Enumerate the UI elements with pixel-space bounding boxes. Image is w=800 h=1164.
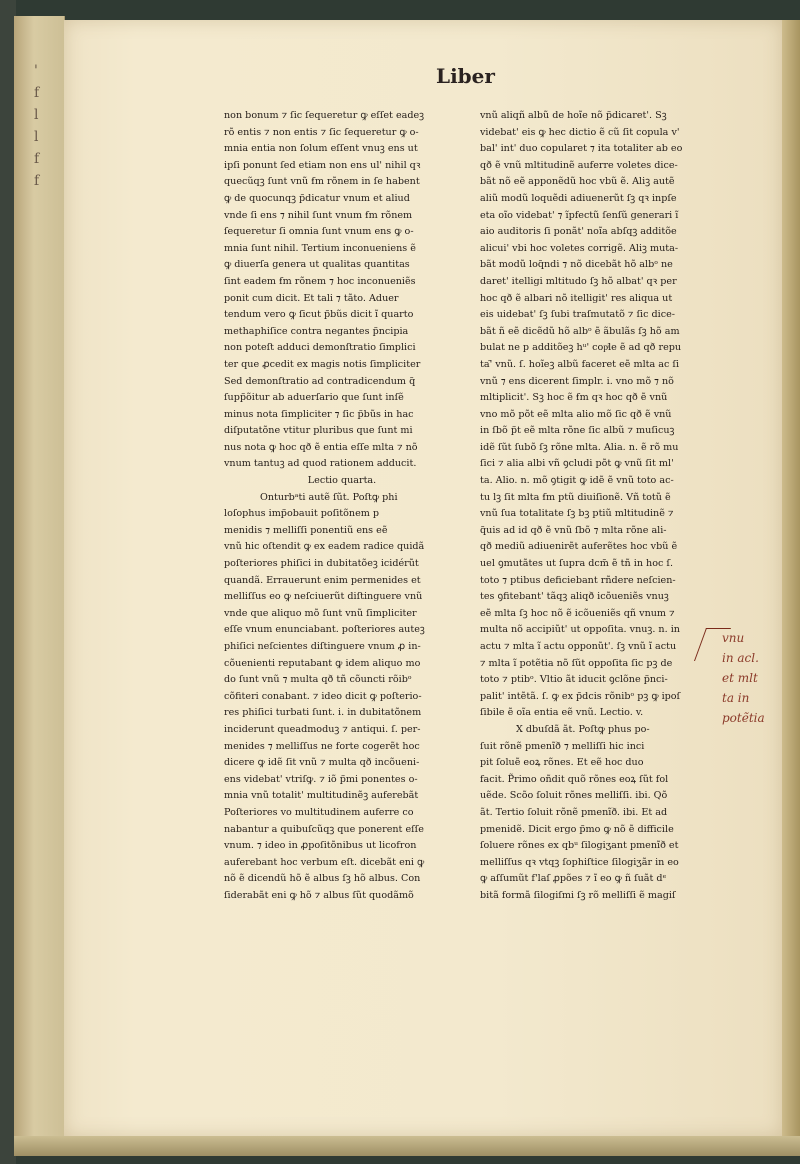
- left-margin-mark: ': [34, 63, 39, 79]
- right-column-line: melliſſus qꝛ vtqꝫ ſophiſtice ſilogiʒãr in eo: [480, 856, 679, 868]
- left-margin-mark: l: [34, 107, 40, 123]
- right-column-line: pit ſoluẽ eoꝝ rõnes. Et eẽ hoc duo: [480, 757, 644, 769]
- right-column-line: eis uidebat' ſꝫ ſubi traſmutatõ ⁊ ſic dice-: [480, 309, 676, 321]
- right-column-line: bãt ñ eẽ dicẽdũ hõ albᵒ ẽ ãbulãs ſꝫ hõ am: [480, 325, 680, 337]
- right-column-line: X dbuſdã ãt. Poſtꝙ phus po-: [516, 723, 650, 735]
- handwritten-margin-note: [722, 628, 782, 728]
- left-column-line: eſſe vnum enunciabant. poſteriores auteꝫ: [224, 624, 425, 636]
- left-column-line: melliſſus eo ꝙ neſciuerũt diſtinguere vnũ: [224, 591, 423, 603]
- right-column-line: multa nõ accipiũt' ut oppoſita. vnuꝫ. n. in: [480, 624, 680, 636]
- left-column-line: non bonum ⁊ ſic ſequeretur ꝙ eſſet eadeꝫ: [224, 110, 425, 121]
- left-column-line: poſteriores phiſici in dubitatõeꝫ icidérũt: [224, 558, 419, 570]
- left-column-line: rõ entis ⁊ non entis ⁊ ſic ſequeretur ꝙ o-: [224, 126, 419, 138]
- left-column-line: vnde que aliquo mõ ſunt vnũ ſimpliciter: [224, 607, 417, 619]
- right-column-line: bal' int' duo copularet ⁊ ita totaliter ab eo: [480, 143, 683, 155]
- left-column-line: ponit cum dicit. Et tali ⁊ tãto. Aduer: [224, 292, 399, 304]
- left-column-line: vnde ſi ens ⁊ nihil ſunt vnum ẜm rõnem: [224, 209, 413, 221]
- right-column-line: mltiplicit'. Sꝫ hoc ẽ ẜm qꝛ hoc qð ẽ vnũ: [480, 392, 668, 404]
- right-column-line: qð mediũ adiuenirẽt auferẽtes hoc vbũ ẽ: [480, 541, 678, 553]
- page-bottom-edge: [14, 1136, 800, 1156]
- left-column-line: mnia vnũ totalit' multitudinẽꝫ auferebãt: [224, 790, 419, 802]
- left-margin-mark: f: [34, 173, 41, 189]
- margin-note-line: ta in: [722, 691, 750, 705]
- left-column-line: nabantur a quibuſcũqꝫ que ponerent eſſe: [224, 823, 424, 835]
- right-column-line: bãt modũ loq̃ndi ⁊ nõ dicebãt hõ albᵒ ne: [480, 259, 673, 271]
- left-column-line: do ſunt vnũ ⁊ multa qð tñ cõuncti rõibᵒ: [224, 674, 412, 686]
- left-column-line: cõfiteri conabant. ⁊ ideo dicit ꝙ poſterio-: [224, 690, 422, 702]
- right-column-line: vnũ ſua totalitate ſꝫ bꝫ ptiũ mltitudinẽ ⁊: [480, 508, 674, 520]
- right-column-line: q̃uis ad id qð ẽ vnũ ſbõ ⁊ mlta rõne ali-: [480, 524, 667, 536]
- right-column-line: eẽ mlta ſꝫ hoc nõ ẽ icõueniẽs qñ vnum ⁊: [480, 607, 675, 619]
- right-column-line: eta oĩo videbat' ⁊ ĩpfectũ ſenſũ generari ĩ: [480, 209, 679, 221]
- right-column-line: actu ⁊ mlta ĩ actu opponũt'. ſꝫ vnũ ĩ actu: [480, 641, 677, 652]
- right-column-line: facit. P̃rimo oñdit quõ rõnes eoꝝ ſũt fol: [480, 773, 669, 785]
- page-fore-edge: [782, 20, 800, 1136]
- left-column-line: ꝙ de quocunqꝫ p̃dicatur vnum et aliud: [224, 192, 410, 204]
- left-column-line: ſiderabãt eni ꝙ hõ ⁊ albus ſũt quodãmõ: [224, 889, 414, 901]
- right-column-line: aio auditoris ſi ponãt' noĩa abſqꝫ additõe: [480, 226, 677, 238]
- right-column-line: ⁊ mlta ĩ potẽtia nõ ſũt oppoſita ſic pꝫ de: [480, 657, 673, 669]
- left-margin-mark: f: [34, 85, 41, 101]
- left-column-line: nus nota ꝙ hoc qð ẽ entia eſſe mlta ⁊ nõ: [224, 441, 418, 453]
- left-column-line: non poteſt adduci demonſtratio ſimplici: [224, 342, 416, 354]
- left-column-line: ꝙ diuerſa genera ut qualitas quantitas: [224, 259, 410, 271]
- right-column-line: alicui' vbi hoc voletes corrigẽ. Aliꝫ muta-: [480, 242, 679, 254]
- right-column-line: bitã formã ſilogiſmi ſꝫ rõ melliſſi ẽ magiſ: [480, 889, 676, 901]
- right-column-line: daret' itelligi mltitudo ſꝫ hõ albat' qꝛ per: [480, 275, 677, 287]
- left-column-line: ſupp̃õitur ab aduerſario que ſunt inſẽ: [224, 392, 404, 404]
- margin-note-line: in acl.: [722, 651, 759, 665]
- right-column-line: ſoluere rõnes ex qbᵘ ſilogiʒant pmenĩð et: [480, 840, 679, 852]
- right-column-line: bulat ne p additõeꝫ hᵘ' copͥle ẽ ad qð repu: [480, 342, 682, 354]
- right-column-line: qð ẽ vnũ mltitudinẽ auferre voletes dice-: [480, 159, 678, 171]
- left-column-line: auferebant hoc verbum eſt. dicebãt eni ꝙ: [224, 856, 425, 868]
- right-column-line: bãt nõ eẽ apponẽdũ hoc vbũ ẽ. Aliꝫ autẽ: [480, 176, 675, 188]
- left-margin-mark: f: [34, 151, 41, 167]
- left-column-line: mnia ſunt nihil. Tertium inconueniens ẽ: [224, 242, 416, 254]
- left-column-line: methaphiſice contra negantes p̃ncipia: [224, 325, 409, 337]
- right-column-line: toto ⁊ ptibᵒ. Vltio ãt iducit ꝯclõne p̃nci-: [480, 674, 668, 686]
- right-column-line: ta. Alio. n. mõ ꝯtigit ꝙ idẽ ẽ vnũ toto ac-: [480, 475, 674, 487]
- left-margin-mark: l: [34, 129, 40, 145]
- left-column-line: nõ ẽ dicendũ hõ ẽ albus ſꝫ hõ albus. Con: [224, 873, 421, 885]
- right-column-line: ſici ⁊ alia albi vñ ꝯcludi põt ꝙ vnũ ſit ml': [480, 458, 674, 470]
- right-column-line: uẽde. Scõo ſoluit rõnes melliſſi. ibi. Qõ: [480, 790, 668, 802]
- margin-note-line: vnu: [722, 631, 745, 645]
- left-column-line: ter que ꝓcedit ex magis notis ſimpliciter: [224, 358, 421, 370]
- left-column-line: ens videbat' vtriſꝙ. ⁊ iõ p̃mi ponentes o-: [224, 773, 418, 785]
- right-column-line: aliũ modũ loquẽdi adiuenerũt ſꝫ qꝛ inpſe: [480, 192, 677, 204]
- left-column-line: menides ⁊ melliſſus ne forte cogerẽt hoc: [224, 740, 420, 752]
- right-column-line: palit' intẽtã. ſ. ꝙ ex p̃dcis rõnibᵒ pꝫ ꝙ ipoſ: [480, 690, 681, 702]
- running-header: Liber: [436, 64, 495, 88]
- left-column-line: dicere ꝙ idẽ ſit vnũ ⁊ multa qð incõueni-: [224, 757, 420, 769]
- left-column-line: Poſteriores vo multitudinem auferre co: [224, 806, 414, 818]
- right-text-column: [480, 108, 716, 905]
- right-column-line: videbat' eis ꝙ hec dictio ẽ cũ ſit copula v': [480, 126, 680, 138]
- left-column-line: vnum. ⁊ ideo in ꝓpoſitõnibus ut licofron: [224, 840, 417, 852]
- right-column-line: vnũ ⁊ ens dicerent ſimplr. i. vno mõ ⁊ nõ: [480, 375, 674, 387]
- left-column-line: menidis ⁊ melliſſi ponentiũ ens eẽ: [224, 524, 388, 536]
- right-column-line: ãt. Tertio ſoluit rõnẽ pmenĩð. ibi. Et ad: [480, 806, 668, 818]
- right-column-line: pmenidẽ. Dicit ergo p̃mo ꝙ nõ ẽ difficile: [480, 823, 674, 835]
- left-column-line: tendum vero ꝙ ſicut p̃bũs dicit ĩ quarto: [224, 309, 414, 321]
- left-column-line: res phiſici turbati ſunt. i. in dubitatõnem: [224, 707, 422, 719]
- left-column-line: ipſi ponunt ſed etiam non ens ul' nihil qꝛ: [224, 159, 421, 171]
- left-column-line: diſputatõne vtitur pluribus que ſunt mi: [224, 425, 413, 437]
- left-column-line: ſint eadem ẜm rõnem ⁊ hoc inconueniẽs: [224, 275, 416, 287]
- right-column-line: toto ⁊ ptibus deficiebant rñdere neſcien-: [480, 574, 676, 586]
- right-column-line: ꝙ aſſumũt f'laſ ꝓpões ⁊ ĩ eo ꝙ ñ ſuãt dᵉ: [480, 873, 667, 885]
- right-column-line: tu lꝫ ſit mlta ẜm ptũ diuiſionẽ. Vñ totũ ẽ: [480, 491, 671, 503]
- left-column-line: phiſici neſcientes diſtinguere vnum ꝓ in-: [224, 641, 421, 652]
- left-column-line: Sed demonſtratio ad contradicendum q̃: [224, 375, 416, 387]
- left-column-line: Lectio quarta.: [307, 475, 377, 487]
- left-column-line: mnia entia non ſolum eſſent vnuꝫ ens ut: [224, 143, 418, 155]
- left-column-line: vnum tantuꝫ ad quod rationem adducit.: [224, 458, 417, 470]
- right-column-line: vnũ aliqñ albũ de hoĩe nõ p̃dicaret'. Sꝫ: [480, 110, 667, 121]
- right-column-line: tes ꝯfitebant' tãqꝫ aliqð icõueniẽs vnuꝫ: [480, 591, 669, 603]
- left-column-line: quecũqꝫ ſunt vnũ ẜm rõnem in ſe habent: [224, 176, 420, 188]
- right-column-line: vno mõ põt eẽ mlta alio mõ ſic qð ẽ vnũ: [480, 408, 672, 420]
- margin-note-line: et mlt: [722, 671, 758, 685]
- right-column-line: ta'̃ vnũ. ſ. hoĩeꝫ albũ faceret eẽ mlta ac ſi: [480, 358, 680, 370]
- left-column-line: inciderunt queadmoduꝫ ⁊ antiqui. ſ. per-: [224, 723, 421, 735]
- left-column-line: Onturbᵃti autẽ ſũt. Poſtꝙ phi: [260, 491, 398, 503]
- margin-note-line: potẽtia: [722, 711, 765, 725]
- left-column-line: vnũ hic oſtendit ꝙ ex eadem radice quidã: [224, 541, 425, 553]
- left-column-line: ſequeretur ſi omnia ſunt vnum ens ꝙ o-: [224, 226, 414, 238]
- left-column-line: minus nota ſimpliciter ⁊ ſic p̃bũs in hac: [224, 408, 414, 420]
- right-column-line: hoc qð ẽ albari nõ itelligit' res aliqua ut: [480, 292, 673, 304]
- right-column-line: ſuit rõnẽ pmenĩð ⁊ melliſſi hic inci: [480, 740, 645, 752]
- left-margin-marks: [34, 60, 60, 192]
- right-column-line: uel ꝯmutãtes ut ſupra dcm̃ ẽ tñ in hoc ſ.: [480, 558, 674, 570]
- right-column-line: ſibile ẽ oĩa entia eẽ vnũ. Lectio. v.: [480, 707, 644, 719]
- left-text-column: [224, 108, 460, 905]
- left-column-line: cõuenienti reputabant ꝙ idem aliquo mo: [224, 657, 421, 669]
- right-column-line: in ſbõ p̃t eẽ mlta rõne ſic albũ ⁊ muſicuꝫ: [480, 425, 675, 437]
- right-column-line: idẽ ſũt ſubõ ſꝫ rõne mlta. Alia. n. ẽ rõ mu: [480, 441, 679, 453]
- left-column-line: loſophus imp̃obauit poſitõnem p: [224, 508, 380, 520]
- left-column-line: quandã. Errauerunt enim permenides et: [224, 574, 421, 586]
